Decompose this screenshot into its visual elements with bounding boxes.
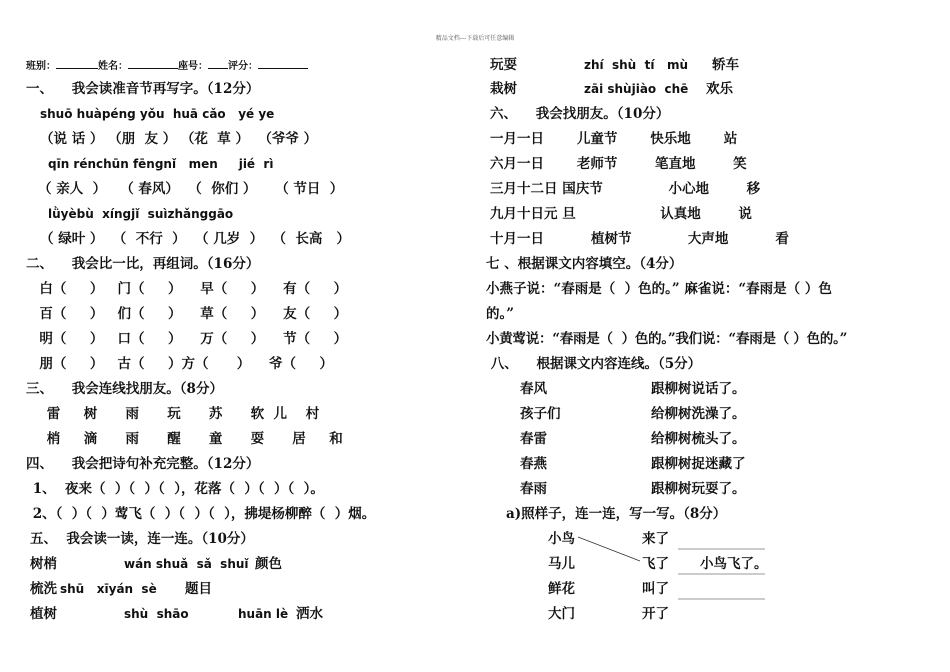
pinyin-item: wán shuǎ sǎ shuǐ	[124, 557, 249, 571]
section-2-title: 二、 我会比一比，再组词。（16分）	[26, 256, 260, 272]
match-subject: 春雨	[520, 481, 547, 497]
example-connect-line	[578, 537, 640, 561]
word-item: 轿车	[712, 57, 739, 73]
pinyin-row: shuō huàpéng yǒu huā cǎo yé ye	[40, 107, 275, 121]
seat-label: 座号：	[178, 61, 208, 72]
word-item: 洒水	[296, 606, 323, 622]
compare-row: 明（ ） 口（ ） 万（ ） 节（ ）	[30, 331, 348, 347]
word-item: 欢乐	[706, 81, 733, 97]
match-action: 跟柳树说话了。	[651, 381, 746, 397]
match-subject: 春雷	[520, 431, 547, 447]
pair-right-word: 来了	[642, 531, 669, 547]
section-3-title: 三、 我会连线找朋友。（8分）	[26, 381, 223, 397]
word-item: 树梢	[30, 556, 57, 572]
compare-row: 白（ ） 门（ ） 早（ ） 有（ ）	[30, 281, 348, 297]
match-subject: 春风	[520, 381, 547, 397]
header-note: 精品文档---下载后可任意编辑	[435, 35, 515, 42]
match-chars-row: 梢 滴 雨 醒 童 耍 居 和	[28, 431, 343, 447]
friend-row: 三月十二日 国庆节 小心地 移	[490, 181, 761, 197]
friend-row: 九月十日元 旦 认真地 说	[490, 206, 752, 222]
class-label: 班别：	[26, 61, 56, 72]
pinyin-item: zhí shù tí mù	[584, 58, 689, 72]
friend-row: 十月一日 植树节 大声地 看	[490, 231, 789, 247]
poem-line: 2、（ ）（ ）莺飞（ ）（ ）（ ），拂堤杨柳醉（ ）烟。	[28, 506, 376, 522]
pinyin-item: huān lè	[238, 607, 289, 621]
word-item: 植树	[30, 606, 57, 622]
match-action: 给柳树洗澡了。	[651, 406, 746, 422]
pair-left-word: 大门	[548, 606, 575, 622]
score-label: 评分：	[228, 61, 258, 72]
match-subject: 孩子们	[520, 406, 561, 422]
word-item: 玩耍	[490, 57, 517, 73]
pair-left-word: 马儿	[548, 556, 575, 572]
section-4-title: 四、 我会把诗句补充完整。（12分）	[26, 456, 260, 472]
fill-line: 小燕子说：“春雨是（ ）色的。” 麻雀说：“春雨是（ ）色	[486, 281, 832, 297]
word-item: 题目	[185, 581, 212, 597]
section-8-title: 八、 根据课文内容连线。（5分）	[486, 356, 702, 372]
section-6-title: 六、 我会找朋友。（10分）	[490, 106, 670, 122]
poem-line: 1、 夜来（ ）（ ）（ ），花落（ ）（ ）（ ）。	[28, 481, 324, 497]
word-row: （ 绿叶 ） （ 不行 ） （ 几岁 ） （ 长高 ）	[40, 231, 350, 247]
pair-right-word: 飞了	[642, 556, 669, 572]
word-item: 颜色	[255, 556, 282, 572]
match-action: 跟柳树捉迷藏了	[651, 456, 746, 472]
pinyin-item: zāi shùjiào chē	[584, 82, 689, 96]
pinyin-row: qīn rénchūn fēngnǐ men jié rì	[48, 157, 274, 171]
section-7-title: 七 、根据课文内容填空。（4分）	[486, 256, 683, 272]
pair-left-word: 鲜花	[548, 581, 575, 597]
match-action: 跟柳树玩耍了。	[651, 481, 746, 497]
pinyin-row: lǜyèbù xíngjǐ suìzhǎnggāo	[48, 207, 234, 221]
word-row: （说 话 ） （朋 友 ） （花 草 ） （爷爷 ）	[40, 131, 318, 147]
match-action: 给柳树梳头了。	[651, 431, 746, 447]
compare-row: 朋（ ） 古（ ）方（ ） 爷（ ）	[30, 356, 333, 372]
pinyin-item: shū xīyán sè	[60, 582, 157, 596]
example-sentence: 小鸟飞了。	[700, 556, 768, 572]
word-row: （ 亲人 ） （ 春风） （ 你们 ） （ 节日 ）	[38, 181, 344, 197]
pair-right-word: 叫了	[642, 581, 669, 597]
fill-line: 小黄莺说：“春雨是（ ）色的。”我们说：“春雨是（ ）色的。”	[486, 331, 848, 347]
pair-left-word: 小鸟	[548, 531, 575, 547]
friend-row: 六月一日 老师节 笔直地 笑	[490, 156, 747, 172]
pinyin-item: shù shāo	[124, 607, 189, 621]
compare-row: 百（ ） 们（ ） 草（ ） 友（ ）	[30, 306, 348, 322]
friend-row: 一月一日 儿童节 快乐地 站	[490, 131, 738, 147]
name-label: 姓名：	[98, 61, 128, 72]
word-item: 梳洗	[30, 581, 57, 597]
match-subject: 春燕	[520, 456, 547, 472]
match-chars-row: 雷 树 雨 玩 苏 软 儿 村	[28, 406, 320, 422]
word-item: 栽树	[490, 81, 517, 97]
fill-line: 的。”	[486, 306, 515, 322]
section-5-title: 五、 我会读一读，连一连。（10分）	[30, 531, 254, 547]
section-9-title: a)照样子，连一连，写一写。（8分）	[506, 506, 727, 522]
pair-right-word: 开了	[642, 606, 669, 622]
section-1-title: 一、 我会读准音节再写字。（12分）	[26, 81, 260, 97]
